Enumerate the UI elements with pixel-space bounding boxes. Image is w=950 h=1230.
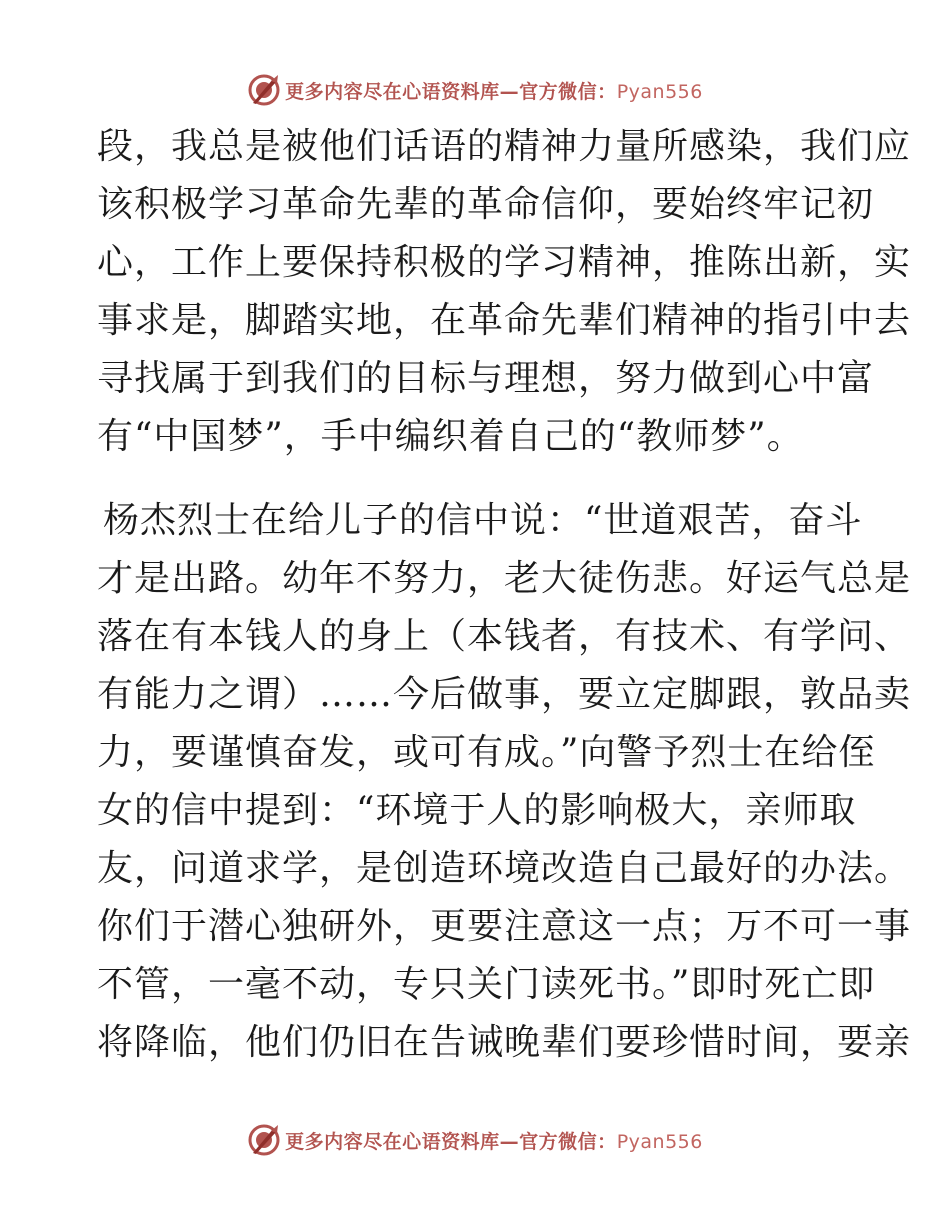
text-line: 不管，一毫不动，专只关门读死书。”即时死亡即 — [97, 964, 876, 1005]
header-site-text — [285, 77, 703, 104]
header-dash: — — [499, 80, 520, 103]
text-line: 杨杰烈士在给儿子的信中说：“世道艰苦，奋斗 — [103, 500, 863, 541]
text-line: 友，问道求学，是创造环境改造自己最好的办法。 — [97, 848, 912, 889]
paragraph-1 — [97, 118, 912, 466]
quill-pen-logo-icon — [247, 1123, 281, 1157]
footer-dash: — — [499, 1130, 520, 1153]
header-wechat-label: 官方微信： — [519, 80, 617, 103]
text-line: 寻找属于到我们的目标与理想，努力做到心中富 — [97, 358, 875, 399]
footer-banner — [0, 1120, 950, 1160]
text-line: 有“中国梦”，手中编织着自己的“教师梦”。 — [97, 416, 804, 457]
header-banner — [0, 70, 950, 110]
text-line: 女的信中提到：“环境于人的影响极大，亲师取 — [97, 790, 857, 831]
text-line: 有能力之谓）……今后做事，要立定脚跟，敦品卖 — [97, 674, 912, 715]
text-line: 将降临，他们仍旧在告诫晚辈们要珍惜时间，要亲 — [97, 1022, 912, 1063]
text-line: 事求是，脚踏实地，在革命先辈们精神的指引中去 — [97, 300, 912, 341]
paragraph-2 — [97, 492, 912, 1072]
text-line: 段，我总是被他们话语的精神力量所感染，我们应 — [97, 126, 912, 167]
paragraph-gap — [97, 466, 857, 492]
text-line: 心，工作上要保持积极的学习精神，推陈出新，实 — [97, 242, 912, 283]
footer-site-text — [285, 1127, 703, 1154]
header-site-name: 更多内容尽在心语资料库 — [285, 80, 500, 103]
footer-wechat-label: 官方微信： — [519, 1130, 617, 1153]
text-line: 力，要谨慎奋发，或可有成。”向警予烈士在给侄 — [97, 732, 876, 773]
footer-wechat-id: Pyan556 — [616, 1130, 703, 1153]
document-body — [97, 118, 912, 1072]
text-line: 你们于潜心独研外，更要注意这一点；万不可一事 — [97, 906, 912, 947]
header-wechat-id: Pyan556 — [616, 80, 703, 103]
quill-pen-logo-icon — [247, 73, 281, 107]
footer-site-name: 更多内容尽在心语资料库 — [285, 1130, 500, 1153]
text-line: 该积极学习革命先辈的革命信仰，要始终牢记初 — [97, 184, 875, 225]
text-line: 落在有本钱人的身上（本钱者，有技术、有学问、 — [97, 616, 912, 657]
text-line: 才是出路。幼年不努力，老大徒伤悲。好运气总是 — [97, 558, 912, 599]
